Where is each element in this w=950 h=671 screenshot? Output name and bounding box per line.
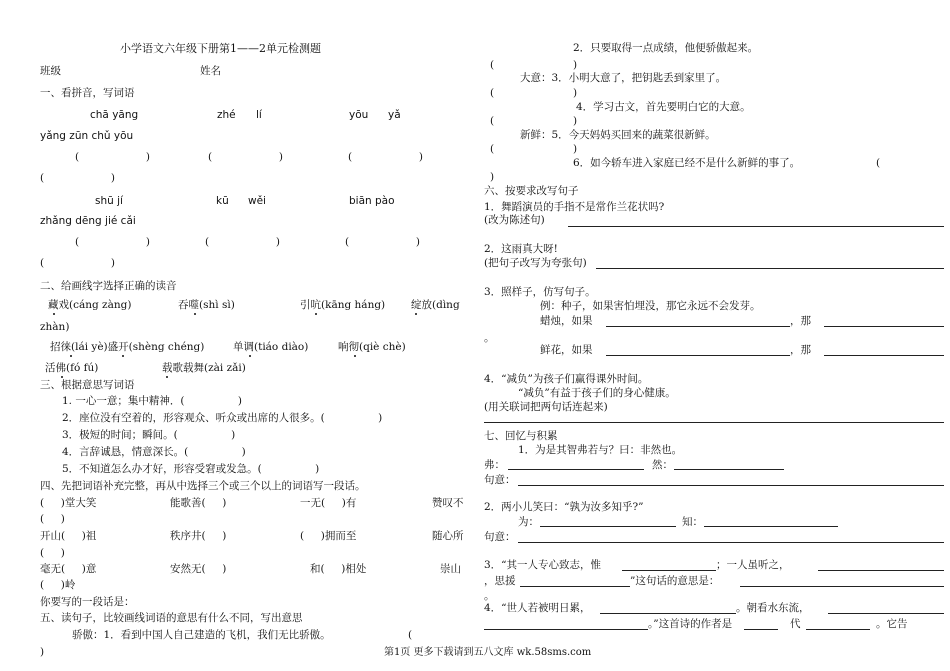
idiom-item[interactable]: 毫无( )意: [40, 563, 97, 575]
answer-line[interactable]: [596, 268, 944, 269]
answer-line[interactable]: [606, 355, 790, 356]
sentence-item: 骄傲：1．看到中国人自己建造的飞机，我们无比骄傲。: [72, 629, 331, 641]
pinyin: lí: [256, 109, 262, 121]
answer-line[interactable]: [518, 542, 944, 543]
idiom-item[interactable]: 秩序井( ): [170, 530, 227, 542]
rewrite-question: 4．“减负”为孩子们赢得课外时间。: [484, 373, 649, 385]
fill-in-text: ”这句话的意思是：: [630, 575, 720, 587]
answer-line[interactable]: [744, 629, 778, 630]
answer-line[interactable]: [674, 469, 784, 470]
classical-question: 2．两小儿笑曰：“孰为汝多知乎?”: [484, 501, 644, 513]
definition-item[interactable]: 5．不知道怎么办才好，形容受窘或发急。( ): [62, 463, 320, 475]
sentence-item: 大意：3．小明大意了，把钥匙丢到家里了。: [520, 72, 727, 84]
answer-paren-open[interactable]: (: [490, 115, 495, 127]
pinyin: yǎng zūn chǔ yōu: [40, 130, 134, 142]
page-title: 小学语文六年级下册第1——2单元检测题: [120, 42, 321, 55]
answer-paren-open[interactable]: (: [490, 143, 495, 155]
pinyin: zhé: [217, 109, 236, 121]
answer-paren-open[interactable]: (: [876, 157, 881, 169]
idiom-item-cont[interactable]: ( )岭: [40, 579, 76, 591]
answer-line[interactable]: [518, 485, 944, 486]
answer-line[interactable]: [824, 355, 944, 356]
imitation-prompt: 鲜花，如果: [540, 344, 593, 356]
reading-choice[interactable]: 引吭(kāng háng): [300, 299, 386, 311]
pinyin: shū jí: [95, 195, 123, 207]
answer-line[interactable]: [520, 586, 630, 587]
reading-choice[interactable]: 吞噬(shì sì): [178, 299, 235, 311]
idiom-item[interactable]: ( )堂大笑: [40, 497, 97, 509]
fill-in-text: 。朝看水东流，: [736, 602, 810, 614]
gloss-label: 知：: [682, 516, 703, 528]
sentence-item: 2．只要取得一点成绩，他便骄傲起来。: [573, 42, 759, 54]
fill-in-text: 代: [790, 618, 801, 630]
idiom-item[interactable]: 崇山: [440, 563, 461, 575]
answer-blank[interactable]: ( ): [348, 151, 423, 163]
reading-choice[interactable]: 响彻(qiè chè): [338, 341, 406, 353]
answer-blank[interactable]: ( ): [205, 236, 280, 248]
page-footer: 第1页 更多下载请到五八文库 wk.58sms.com: [384, 647, 592, 658]
fill-in-text: ，思援: [484, 575, 516, 587]
example-sentence: 例：种子，如果害怕埋没，那它永远不会发芽。: [540, 300, 761, 312]
answer-line[interactable]: [484, 422, 944, 423]
section-1-heading: 一、看拼音，写词语: [40, 87, 135, 99]
definition-item[interactable]: 4．言辞诚恳，情意深长。( ): [62, 446, 246, 458]
rewrite-question: 2．这雨真大呀!: [484, 243, 558, 255]
fill-in-text: ；一人虽听之，: [716, 559, 790, 571]
definition-item[interactable]: 1. 一心一意；集中精神．( ): [62, 395, 242, 407]
reading-choice[interactable]: 藏戏(cáng zàng): [48, 299, 132, 311]
answer-line[interactable]: [806, 629, 870, 630]
answer-paren-open[interactable]: (: [490, 87, 495, 99]
reading-choice[interactable]: 单调(tiáo diào): [233, 341, 309, 353]
pinyin: chā yāng: [90, 109, 139, 121]
imitation-prompt: 蜡烛，如果: [540, 315, 593, 327]
idiom-item[interactable]: ( )拥而至: [300, 530, 357, 542]
gloss-label: 弗：: [484, 459, 505, 471]
sentence-item: 6．如今轿车进入家庭已经不是什么新鲜的事了。: [573, 157, 801, 169]
answer-blank[interactable]: ( ): [40, 257, 115, 269]
section-7-heading: 七、回忆与积累: [484, 430, 558, 442]
sentence-item: 4．学习古文，首先要明白它的大意。: [576, 101, 751, 113]
meaning-label: 句意：: [484, 531, 516, 543]
fill-in-text: 。”这首诗的作者是: [648, 618, 733, 630]
answer-line[interactable]: [540, 526, 676, 527]
rewrite-instruction: (改为陈述句): [484, 214, 545, 226]
idiom-item[interactable]: 随心所: [432, 530, 464, 542]
classical-question: 1．为是其智弗若与？曰：非然也。: [518, 444, 683, 456]
answer-blank[interactable]: ( ): [75, 236, 150, 248]
reading-choice[interactable]: 载歌载舞(zài zǎi): [162, 362, 246, 374]
pinyin: biān pào: [349, 195, 395, 207]
section-4-heading: 四、先把词语补充完整，再从中选择三个或三个以上的词语写一段话。: [40, 480, 366, 492]
fill-in-text: 4．“世人若被明日累，: [484, 602, 591, 614]
answer-paren-close[interactable]: ): [573, 59, 578, 71]
answer-blank[interactable]: ( ): [75, 151, 150, 163]
answer-line[interactable]: [484, 629, 648, 630]
meaning-label: 句意：: [484, 474, 516, 486]
idiom-item[interactable]: 和( )相处: [310, 563, 367, 575]
rewrite-question: “减负”有益于孩子们的身心健康。: [518, 387, 676, 399]
idiom-item-cont[interactable]: ( ): [40, 547, 65, 559]
rewrite-question: 3．照样子，仿写句子。: [484, 286, 596, 298]
answer-paren-close[interactable]: ): [40, 646, 45, 658]
write-paragraph-prompt: 你要写的一段话是：: [40, 596, 135, 608]
sentence-item: 新鲜：5．今天妈妈买回来的蔬菜很新鲜。: [520, 129, 716, 141]
pinyin: yǎ: [388, 109, 401, 121]
period: 。: [484, 332, 495, 344]
answer-line[interactable]: [600, 613, 736, 614]
reading-choice[interactable]: 活佛(fó fú): [45, 362, 99, 374]
rewrite-question: 1．舞蹈演员的手指不是常作兰花状吗?: [484, 201, 665, 213]
pinyin: kū: [216, 195, 229, 207]
imitation-connector: ，那: [790, 315, 811, 327]
gloss-label: 然：: [652, 459, 673, 471]
section-3-heading: 三、根据意思写词语: [40, 379, 135, 391]
idiom-item[interactable]: 能歌善( ): [170, 497, 227, 509]
section-5-heading: 五、读句子，比较画线词语的意思有什么不同，写出意思: [40, 612, 303, 624]
idiom-item[interactable]: 开山( )祖: [40, 530, 97, 542]
section-6-heading: 六、按要求改写句子: [484, 185, 579, 197]
fill-in-text: 。它告: [876, 618, 908, 630]
idiom-item-cont[interactable]: ( ): [40, 513, 65, 525]
answer-line[interactable]: [704, 526, 838, 527]
answer-line[interactable]: [568, 226, 944, 227]
pinyin: zhǎng dēng jié cǎi: [40, 215, 136, 227]
answer-line[interactable]: [508, 469, 644, 470]
answer-line[interactable]: [740, 586, 944, 587]
answer-blank[interactable]: ( ): [208, 151, 283, 163]
reading-choice-cont: zhàn): [40, 321, 70, 333]
answer-paren-close[interactable]: ): [573, 115, 578, 127]
idiom-item[interactable]: 赞叹不: [432, 497, 464, 509]
answer-blank[interactable]: ( ): [345, 236, 420, 248]
answer-line[interactable]: [818, 570, 944, 571]
answer-paren-close[interactable]: ): [573, 87, 578, 99]
answer-line[interactable]: [824, 326, 944, 327]
reading-choice[interactable]: 招徕(lái yè)盛开(shèng chéng): [50, 341, 205, 353]
pinyin: yōu: [349, 109, 369, 121]
answer-paren-close[interactable]: ): [490, 171, 495, 183]
fill-in-text: 3．“其一人专心致志，惟: [484, 559, 602, 571]
name-label: 姓名: [200, 65, 221, 77]
definition-item[interactable]: 3．极短的时间；瞬间。( ): [62, 429, 236, 441]
answer-paren-close[interactable]: ): [573, 143, 578, 155]
answer-paren-open[interactable]: (: [408, 629, 413, 641]
rewrite-instruction: (把句子改写为夸张句): [484, 257, 587, 269]
answer-line[interactable]: [606, 326, 790, 327]
imitation-connector: ，那: [790, 344, 811, 356]
period: 。: [484, 590, 495, 602]
answer-line[interactable]: [622, 570, 716, 571]
reading-choice[interactable]: 绽放(dìng: [411, 299, 460, 311]
section-2-heading: 二、给画线字选择正确的读音: [40, 280, 177, 292]
idiom-item[interactable]: 安然无( ): [170, 563, 227, 575]
gloss-label: 为：: [518, 516, 539, 528]
idiom-item[interactable]: 一无( )有: [300, 497, 357, 509]
answer-blank[interactable]: ( ): [40, 172, 115, 184]
pinyin: wěi: [248, 195, 266, 207]
definition-item[interactable]: 2．座位没有空着的，形容观众、听众或出席的人很多。( ): [62, 412, 383, 424]
answer-line[interactable]: [828, 613, 944, 614]
answer-paren-open[interactable]: (: [490, 59, 495, 71]
rewrite-instruction: (用关联词把两句话连起来): [484, 401, 608, 413]
class-label: 班级: [40, 65, 61, 77]
